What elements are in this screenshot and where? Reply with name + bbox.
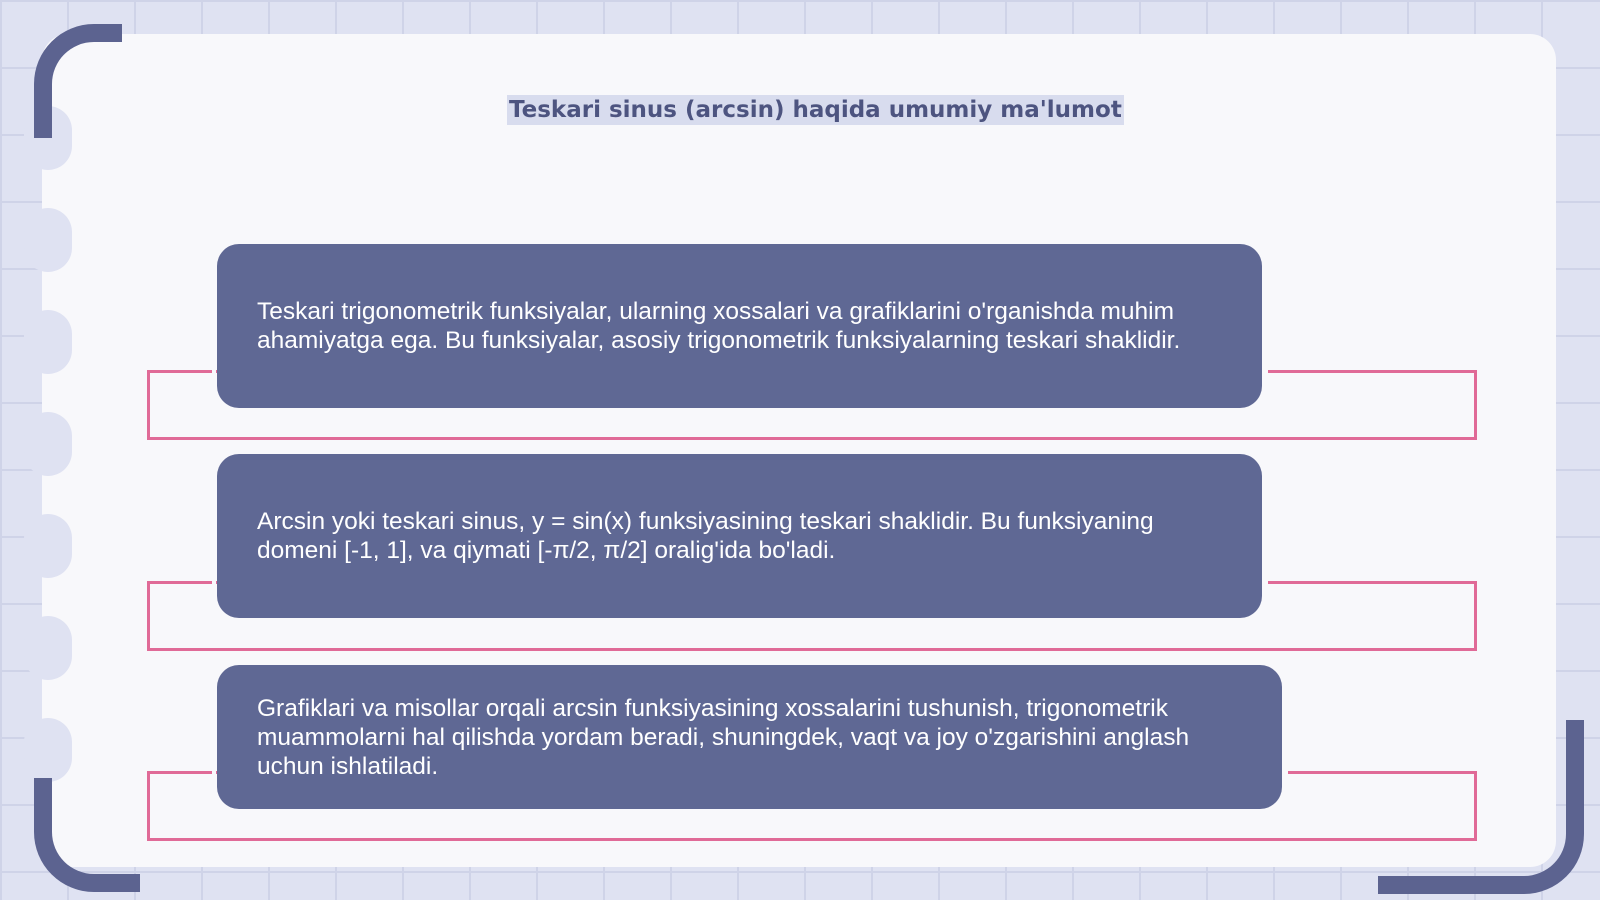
binder-hole [24, 718, 72, 782]
frame-gap [212, 369, 216, 375]
info-card-text: Arcsin yoki teskari sinus, y = sin(x) funksiyasining teskari shaklidir. Bu funksiyaning domeni [-1, 1], va qiymati [-π/2, π/2] oralig'ida bo'ladi. [257, 508, 1154, 564]
info-card-text: Teskari trigonometrik funksiyalar, ularning xossalari va grafiklarini o'rganishda muhim ahamiyatga ega. Bu funksiyalar, asosiy trigonometrik funksiyalarning teskari shaklidir. [257, 298, 1181, 354]
binder-hole [24, 412, 72, 476]
frame-gap [212, 770, 216, 776]
info-card-1 [217, 244, 1262, 408]
binder-hole [24, 208, 72, 272]
frame-gap [1262, 369, 1268, 375]
binder-hole [24, 616, 72, 680]
info-card-2 [217, 454, 1262, 618]
binder-hole [24, 514, 72, 578]
page-title: Teskari sinus (arcsin) haqida umumiy ma'lumot [509, 97, 1122, 123]
info-card-text: Grafiklari va misollar orqali arcsin funksiyasining xossalarini tushunish, trigonometrik muammolarni hal qilishda yordam beradi, shuningdek, vaqt va joy o'zgarishini anglash uchun ishlatiladi. [257, 694, 1190, 780]
frame-gap [1262, 580, 1268, 586]
info-card-3 [217, 665, 1282, 809]
frame-gap [212, 580, 216, 586]
corner-bracket-top-left [34, 24, 122, 138]
frame-gap [1282, 770, 1288, 776]
binder-hole [24, 310, 72, 374]
corner-bracket-bottom-left [34, 778, 140, 892]
